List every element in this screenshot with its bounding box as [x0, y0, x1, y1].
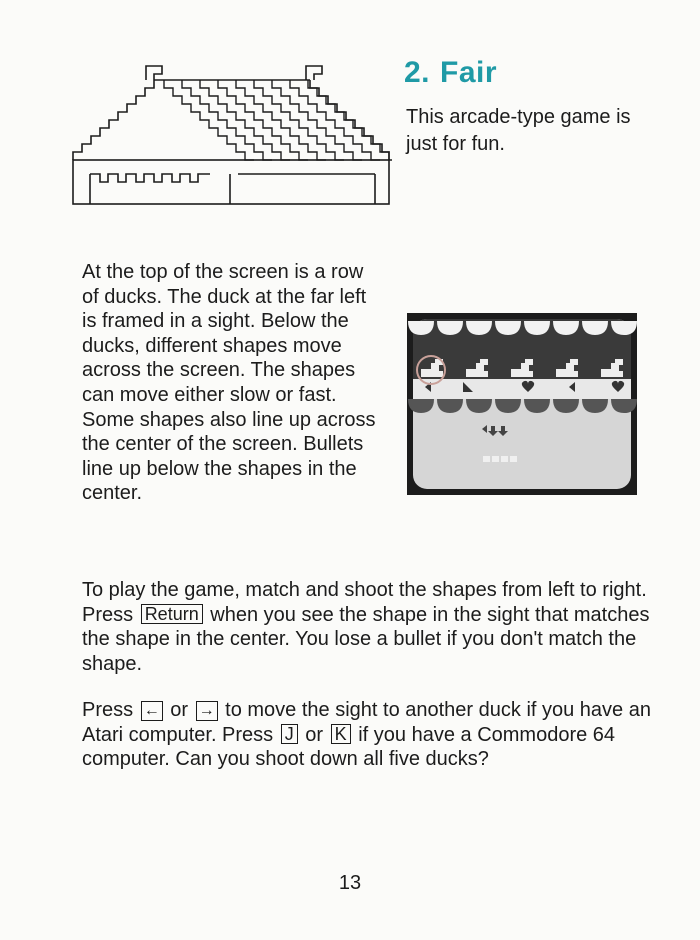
j-key: J [281, 724, 298, 744]
intro-text: This arcade-type game is just for fun. [406, 106, 631, 155]
right-arrow-key: → [196, 701, 218, 721]
instructions-text-2: when you see the shape in the sight that matches the shape in the center. You lose a bullet if you don't match the shape. [82, 603, 650, 675]
game-screen-image [407, 313, 637, 495]
k-key: K [331, 724, 351, 744]
controls-text-3: to move the sight to another duck if you have an Atari computer. Press [82, 699, 651, 746]
return-key: Return [141, 604, 203, 624]
controls-text-5: if you have a Commodore 64 computer. Can you shoot down all five ducks? [82, 723, 616, 770]
body-paragraph-instructions [82, 578, 662, 676]
left-arrow-key: ← [141, 701, 163, 721]
carnival-tent-icon [70, 62, 392, 208]
page-number: 13 [338, 872, 362, 894]
instructions-text-1: To play the game, match and shoot the shapes from left to right. Press [82, 579, 647, 626]
controls-text-2: or [164, 699, 194, 721]
section-heading [404, 56, 497, 90]
section-title: Fair [440, 56, 498, 89]
body-paragraph-description: At the top of the screen is a row of ducks. The duck at the far left is framed in a sight. Below the ducks, different shapes move across the screen. The shapes can move either slow or fast. Some shapes also line up across the center of the screen. Bullets line up below the shapes in the center. [82, 261, 376, 505]
controls-text-4: or [299, 723, 329, 746]
section-number: 2. [404, 56, 431, 89]
body-paragraph-controls [82, 698, 662, 772]
controls-text-1: Press [82, 699, 139, 721]
